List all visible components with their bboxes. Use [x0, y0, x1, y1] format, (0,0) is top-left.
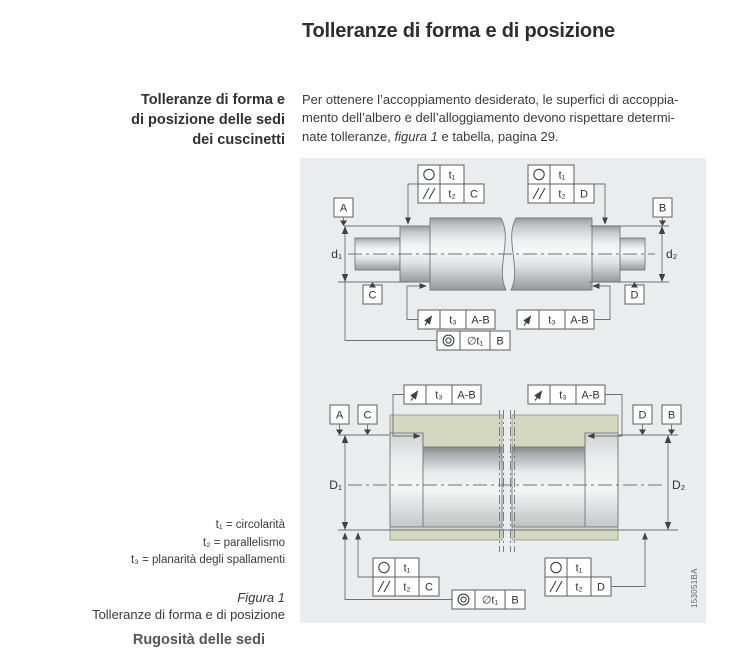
datum-triangle	[639, 430, 646, 436]
svg-text:t₂: t₂	[558, 188, 566, 201]
figure-reference: figura 1	[394, 128, 438, 144]
tolerance-figure	[300, 158, 706, 623]
drawing-code: 153051BA	[690, 568, 699, 608]
svg-text:t₂: t₂	[403, 581, 411, 594]
housing-left-bore	[423, 447, 502, 527]
leader-line	[593, 286, 610, 320]
svg-text:d₂: d₂	[666, 247, 678, 261]
svg-text:D₁: D₁	[329, 478, 342, 492]
svg-text:D: D	[638, 409, 647, 422]
svg-text:A-B: A-B	[581, 389, 600, 402]
svg-text:t₂: t₂	[448, 188, 456, 201]
datum-a	[330, 405, 349, 435]
dimension-D1	[329, 435, 348, 530]
svg-text:C: C	[363, 409, 372, 422]
figure-caption-title: Tolleranze di forma e di posizione	[92, 606, 285, 622]
housing-diagram	[329, 385, 685, 609]
svg-text:∅t₁: ∅t₁	[466, 335, 484, 348]
housing-right-shoulder-face	[585, 433, 618, 527]
body-paragraph	[302, 91, 732, 146]
shaft-body	[348, 218, 655, 290]
tolerance-frame-circularity-parallelism-housing-right	[545, 533, 645, 596]
figure-caption-label: Figura 1	[237, 590, 285, 605]
leader-line	[611, 533, 645, 587]
svg-text:D: D	[597, 581, 605, 594]
datum-triangle	[340, 221, 347, 227]
leader-line	[594, 184, 605, 224]
svg-text:t₁: t₁	[403, 562, 411, 575]
datum-triangle	[364, 430, 371, 436]
tolerance-frame-runout-left	[407, 286, 495, 329]
datum-c	[363, 282, 382, 304]
legend-line: t₂ = parallelismo	[202, 536, 285, 549]
datum-b	[653, 198, 672, 226]
figure-caption	[92, 590, 285, 623]
section-heading-line: di posizione delle sedi	[131, 112, 285, 128]
page-title: Tolleranze di forma e di posizione	[302, 20, 615, 43]
datum-a	[334, 198, 353, 226]
paragraph-line: Per ottenere l’accoppiamento desiderato, le superfici di accoppia-	[302, 92, 679, 107]
leader-line	[408, 184, 418, 224]
svg-text:∅t₁: ∅t₁	[481, 594, 499, 607]
paragraph-line: mento dell’albero e dell’alloggiamento devono rispettare determi-	[302, 110, 675, 126]
svg-text:B: B	[496, 335, 504, 348]
paragraph-line: nate tolleranze, figura 1 e tabella, pagina 29.	[302, 128, 559, 144]
datum-c	[358, 405, 377, 435]
section-heading	[131, 90, 285, 150]
next-section-heading-clipped: Rugosità delle sedi	[132, 632, 265, 648]
svg-text:A: A	[339, 202, 348, 215]
svg-text:D: D	[630, 289, 639, 302]
datum-triangle	[336, 430, 343, 436]
tolerance-frame-concentricity-housing	[345, 533, 525, 609]
svg-text:C: C	[425, 581, 433, 594]
datum-triangle	[668, 430, 675, 436]
svg-text:t₃: t₃	[548, 314, 556, 327]
shaft-diagram	[331, 165, 677, 350]
tolerance-frame-circularity-parallelism-left	[408, 165, 484, 224]
svg-text:t₃: t₃	[449, 314, 457, 327]
dimension-d2	[659, 226, 678, 282]
datum-triangle	[659, 221, 666, 227]
section-heading-line: Tolleranze di forma e	[141, 92, 285, 108]
dimension-D2	[665, 435, 686, 530]
svg-text:t₃: t₃	[559, 389, 567, 402]
figure-legend	[131, 517, 285, 570]
svg-text:D₂: D₂	[672, 478, 686, 492]
svg-text:A-B: A-B	[471, 314, 490, 327]
svg-text:t₂: t₂	[575, 581, 583, 594]
housing-left-shoulder-face	[390, 433, 423, 527]
svg-text:d₁: d₁	[331, 247, 342, 261]
legend-line: t₃ = planarità degli spallamenti	[131, 554, 285, 566]
svg-text:C: C	[470, 188, 478, 201]
svg-text:t₁: t₁	[575, 562, 583, 575]
datum-b	[662, 405, 681, 435]
svg-text:t₃: t₃	[435, 389, 443, 402]
housing-body	[348, 410, 662, 552]
svg-text:A-B: A-B	[457, 389, 476, 402]
housing-right-bore	[512, 447, 585, 527]
tolerance-frame-circularity-parallelism-housing-left	[358, 533, 439, 596]
svg-text:t₁: t₁	[448, 169, 456, 182]
leader-line	[358, 533, 373, 577]
svg-text:B: B	[511, 594, 519, 607]
tolerance-frame-runout-right	[517, 286, 610, 329]
dimension-d1	[331, 226, 348, 282]
svg-text:B: B	[667, 409, 676, 422]
svg-text:A-B: A-B	[570, 314, 589, 327]
tolerance-frame-circularity-parallelism-right	[528, 165, 605, 224]
figure-1-panel	[300, 158, 706, 623]
svg-text:t₁: t₁	[558, 169, 566, 182]
datum-d	[625, 282, 644, 304]
svg-text:A: A	[335, 409, 344, 422]
datum-d	[633, 405, 652, 435]
svg-text:D: D	[580, 188, 588, 201]
legend-line: t₁ = circolarità	[215, 519, 285, 531]
svg-text:B: B	[658, 202, 667, 215]
svg-text:C: C	[368, 289, 377, 302]
section-heading-line: dei cuscinetti	[192, 132, 285, 148]
